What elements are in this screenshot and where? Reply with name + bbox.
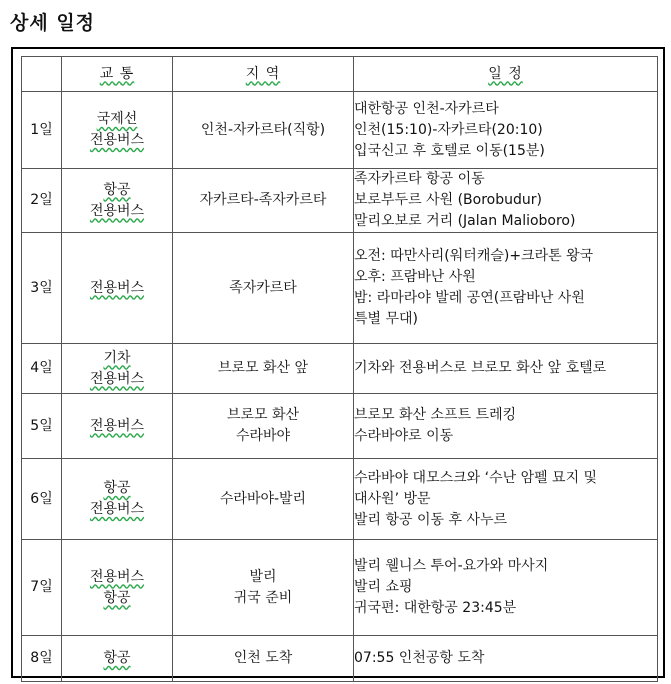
- area-line: 브로모 화산 앞: [217, 360, 309, 376]
- schedule-line: 밤: 라마라야 발레 공연(프람바난 사원: [354, 290, 585, 306]
- schedule-line: 특별 무대): [354, 311, 419, 327]
- table-row: [22, 92, 658, 169]
- transport-line: 항공: [103, 181, 131, 198]
- area-line: 수라바야: [235, 428, 291, 444]
- schedule-cell: [354, 540, 658, 636]
- day-cell: 2일: [22, 169, 62, 233]
- area-line: 수라바야-발리: [219, 490, 307, 507]
- table-row: [22, 394, 658, 459]
- area-line: 발리: [249, 568, 277, 585]
- transport-line: 전용버스: [89, 132, 145, 148]
- schedule-line: 브로모 화산 소프트 트레킹: [354, 407, 517, 423]
- table-row: [22, 344, 658, 394]
- area-line: 인천-자카르타(직항): [200, 121, 326, 138]
- day-cell: 6일: [22, 459, 62, 540]
- schedule-line: 발리 항공 이동 후 사누르: [354, 511, 508, 528]
- transport-line: 항공: [103, 650, 131, 666]
- schedule-line: 발리 웰니스 투어-요가와 마사지: [354, 558, 549, 574]
- header-schedule: 일 정: [354, 57, 658, 92]
- area-line: 자카르타-족자카르타: [199, 192, 327, 208]
- transport-line: 전용버스: [89, 279, 145, 296]
- schedule-line: 족자카르타 항공 이동: [354, 171, 485, 187]
- schedule-line: 발리 쇼핑: [354, 579, 413, 595]
- area-cell: [173, 636, 354, 682]
- transport-cell: [62, 233, 173, 344]
- day-cell: 7일: [22, 540, 62, 636]
- transport-cell: [62, 92, 173, 169]
- area-line: 귀국 준비: [233, 589, 293, 606]
- day-cell: 5일: [22, 394, 62, 459]
- page-title: 상세 일정: [10, 12, 96, 34]
- transport-cell: [62, 540, 173, 636]
- area-line: 족자카르타: [229, 279, 297, 296]
- schedule-line: 말리오보로 거리 (Jalan Malioboro): [354, 213, 576, 229]
- day-cell: 3일: [22, 233, 62, 344]
- schedule-line: 입국신고 후 호텔로 이동(15분): [354, 142, 545, 159]
- table-row: [22, 459, 658, 540]
- schedule-line: 귀국편: 대한항공 23:45분: [354, 600, 517, 616]
- transport-cell: [62, 169, 173, 233]
- schedule-cell: [354, 459, 658, 540]
- transport-line: 항공: [103, 589, 131, 606]
- table-row: [22, 169, 658, 233]
- schedule-line: 보로부두르 사원 (Borobudur): [354, 192, 542, 208]
- transport-line: 전용버스: [89, 370, 145, 387]
- transport-cell: [62, 344, 173, 394]
- transport-line: 항공: [103, 480, 131, 496]
- area-cell: [173, 394, 354, 459]
- day-cell: 4일: [22, 344, 62, 394]
- transport-cell: [62, 636, 173, 682]
- schedule-line: 인천(15:10)-자카르타(20:10): [354, 121, 543, 138]
- area-cell: [173, 92, 354, 169]
- schedule-cell: [354, 394, 658, 459]
- area-cell: [173, 540, 354, 636]
- transport-line: 전용버스: [89, 202, 145, 219]
- area-line: 인천 도착: [233, 650, 293, 666]
- schedule-line: 수라바야 대모스크와 ‘수난 암펠 묘지 및: [354, 469, 598, 486]
- area-cell: [173, 233, 354, 344]
- schedule-line: 대사원’ 방문: [354, 490, 431, 507]
- schedule-table: [21, 56, 658, 682]
- table-row: [22, 636, 658, 682]
- schedule-cell: [354, 169, 658, 233]
- header-area: 지 역: [173, 57, 354, 92]
- table-row: [22, 540, 658, 636]
- transport-line: 국제선: [96, 111, 138, 127]
- area-cell: [173, 344, 354, 394]
- schedule-line: 수라바야로 이동: [354, 428, 454, 444]
- table-row: [22, 233, 658, 344]
- header-transport: 교 통: [62, 57, 173, 92]
- schedule-line: 기차와 전용버스로 브로모 화산 앞 호텔로: [354, 360, 607, 376]
- area-cell: [173, 169, 354, 233]
- schedule-cell: [354, 636, 658, 682]
- day-cell: 8일: [22, 636, 62, 682]
- transport-cell: [62, 394, 173, 459]
- schedule-line: 07:55 인천공항 도착: [354, 650, 485, 666]
- schedule-line: 대한항공 인천-자카르타: [354, 100, 499, 117]
- table-header-row: [22, 57, 658, 92]
- transport-line: 전용버스: [89, 568, 145, 585]
- schedule-cell: [354, 344, 658, 394]
- schedule-cell: [354, 233, 658, 344]
- transport-line: 전용버스: [89, 501, 145, 517]
- day-cell: 1일: [22, 92, 62, 169]
- area-line: 브로모 화산: [226, 407, 300, 423]
- transport-line: 전용버스: [89, 417, 145, 434]
- area-cell: [173, 459, 354, 540]
- schedule-line: 오전: 따만사리(워터캐슬)+크라톤 왕국: [354, 248, 594, 264]
- transport-line: 기차: [103, 349, 131, 366]
- schedule-cell: [354, 92, 658, 169]
- header-day: [22, 57, 62, 92]
- transport-cell: [62, 459, 173, 540]
- schedule-line: 오후: 프람바난 사원: [354, 269, 476, 285]
